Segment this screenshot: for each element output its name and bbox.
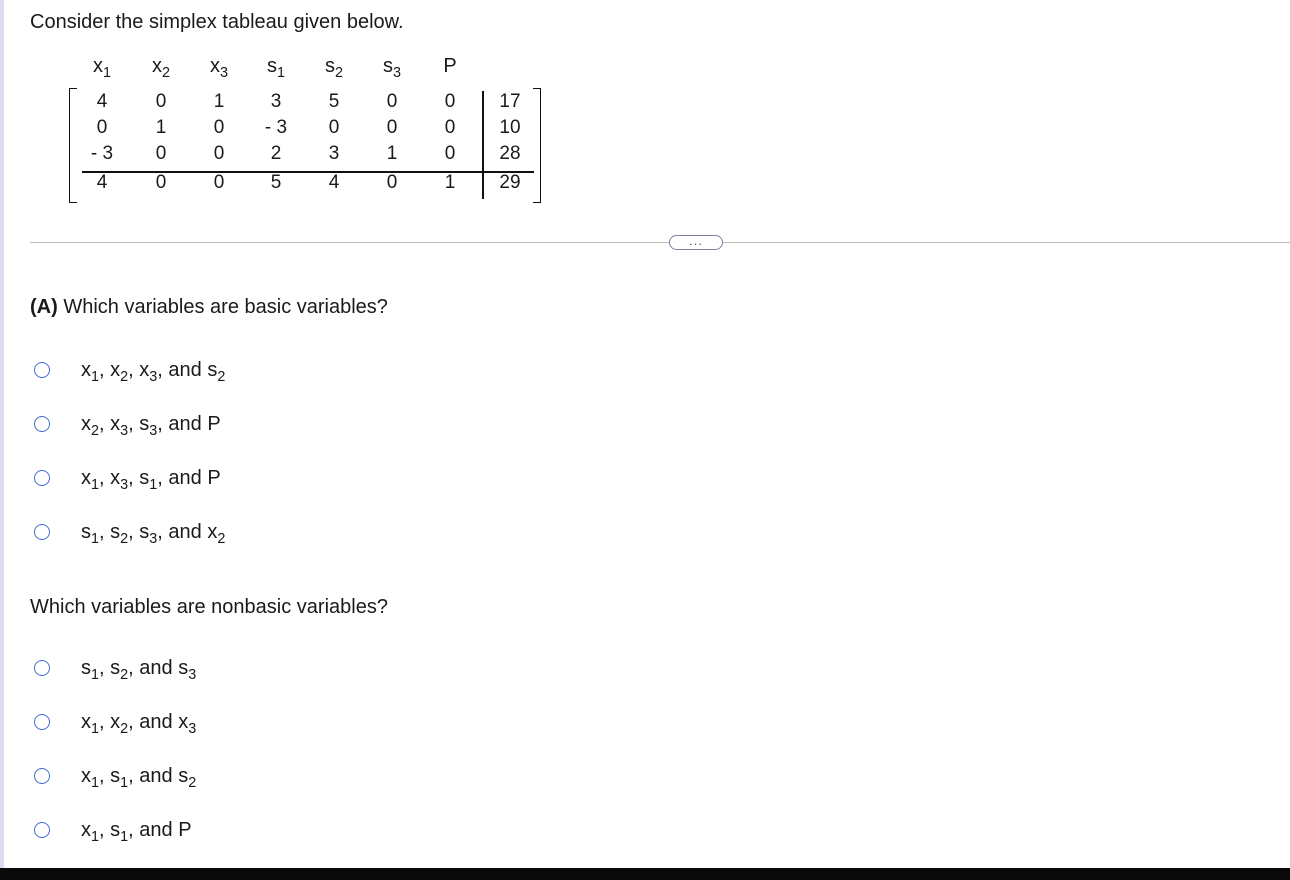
simplex-tableau	[62, 55, 552, 205]
variable-subscript: 2	[120, 530, 129, 547]
variable	[110, 358, 129, 385]
variable-subscript: 2	[120, 666, 129, 683]
tableau-cell: 0	[213, 117, 225, 138]
tableau-right-bracket	[533, 88, 541, 203]
variable	[207, 413, 220, 435]
variable-base: s	[110, 764, 121, 787]
tableau-vertical-divider	[482, 91, 484, 199]
radio-button[interactable]	[34, 714, 50, 730]
variable-subscript: 1	[91, 666, 100, 683]
option-label: $x_2$, $x_3$, $s_3$, and P	[81, 412, 221, 439]
tableau-cell: 0	[155, 91, 167, 112]
variable-subscript: 3	[188, 720, 197, 737]
tableau-header-s3	[372, 55, 412, 85]
header-subscript: 2	[334, 65, 343, 82]
variable	[81, 520, 100, 547]
header-subscript: 3	[392, 65, 401, 82]
option-label: $s_1$, $s_2$, and $s_3$	[81, 656, 197, 683]
variable-base: s	[110, 520, 121, 543]
variable	[139, 520, 158, 547]
radio-button[interactable]	[34, 416, 50, 432]
variable	[110, 466, 129, 493]
tableau-cell: 2	[270, 143, 282, 164]
part_a-option-4[interactable]	[34, 517, 225, 547]
variable-subscript: 2	[217, 530, 226, 547]
conjunction: and	[168, 466, 202, 489]
variable-base: x	[110, 358, 121, 381]
part_b-option-1[interactable]	[34, 653, 196, 683]
option-label: $x_1$, $s_1$, and P	[81, 818, 192, 845]
conjunction: and	[139, 710, 173, 733]
bottom-bar	[0, 868, 1290, 880]
conjunction: and	[168, 358, 202, 381]
part_a-option-2[interactable]	[34, 409, 221, 439]
tableau-cell: 0	[213, 143, 225, 164]
option-label: $x_1$, $x_2$, and $x_3$	[81, 710, 197, 737]
variable-base: s	[81, 656, 91, 679]
conjunction: and	[139, 656, 173, 679]
variable	[110, 764, 129, 791]
variable-base: s	[139, 466, 150, 489]
variable-subscript: 1	[91, 828, 100, 845]
variable-base: x	[81, 818, 91, 841]
variable-base: P	[207, 412, 221, 435]
tableau-cell: 0	[444, 143, 456, 164]
tableau-cell: 1	[386, 143, 398, 164]
variable-base: P	[207, 466, 221, 489]
tableau-cell: 4	[96, 91, 108, 112]
tableau-cell: 1	[213, 91, 225, 112]
variable	[178, 656, 197, 683]
tableau-cell: 0	[328, 117, 340, 138]
variable-base: x	[207, 520, 218, 543]
variable-subscript: 3	[149, 422, 158, 439]
variable	[178, 764, 197, 791]
part_b-option-3[interactable]	[34, 761, 196, 791]
tableau-cell: 0	[386, 117, 398, 138]
variable-base: s	[178, 764, 189, 787]
variable-base: x	[81, 764, 91, 787]
variable	[81, 818, 100, 845]
part_b-option-4[interactable]	[34, 815, 192, 845]
radio-button[interactable]	[34, 362, 50, 378]
conjunction: and	[139, 764, 173, 787]
tableau-cell: - 3	[264, 117, 288, 138]
variable-base: x	[81, 710, 91, 733]
tableau-cell: 0	[155, 143, 167, 164]
variable-base: x	[139, 358, 150, 381]
variable-subscript: 2	[120, 720, 129, 737]
variable-subscript: 3	[120, 422, 129, 439]
variable	[81, 466, 100, 493]
part_a-option-1[interactable]	[34, 355, 225, 385]
variable-base: s	[110, 656, 121, 679]
tableau-cell: 17	[499, 91, 521, 112]
tableau-cell: 0	[213, 172, 225, 193]
variable-subscript: 3	[149, 530, 158, 547]
variable-base: x	[81, 466, 91, 489]
variable-subscript: 2	[188, 774, 197, 791]
variable-base: x	[110, 466, 121, 489]
variable	[139, 466, 158, 493]
option-label: $x_1$, $s_1$, and $s_2$	[81, 764, 197, 791]
problem-intro: Consider the simplex tableau given below.	[30, 11, 404, 33]
variable-base: s	[81, 520, 91, 543]
tableau-cell: 28	[499, 143, 521, 164]
variable-subscript: 2	[91, 422, 100, 439]
tableau-cell: 3	[328, 143, 340, 164]
option-label: $x_1$, $x_2$, $x_3$, and $s_2$	[81, 358, 226, 385]
variable-subscript: 3	[149, 368, 158, 385]
question-a-text: Which variables are basic variables?	[57, 296, 388, 318]
tableau-cell: 0	[386, 172, 398, 193]
section-divider	[30, 242, 1290, 243]
left-edge-rule	[0, 0, 4, 868]
variable-base: s	[110, 818, 121, 841]
variable-base: x	[81, 358, 91, 381]
tableau-header-x1	[82, 55, 122, 85]
header-base: x	[209, 55, 220, 77]
question-b: Which variables are nonbasic variables?	[30, 596, 388, 618]
conjunction: and	[168, 520, 202, 543]
tableau-header-x2	[141, 55, 181, 85]
variable-subscript: 1	[120, 828, 129, 845]
variable-subscript: 2	[120, 368, 129, 385]
variable-base: x	[178, 710, 189, 733]
variable-base: P	[178, 818, 192, 841]
variable	[139, 358, 158, 385]
tableau-cell: 0	[444, 91, 456, 112]
variable	[81, 358, 100, 385]
tableau-cell: 0	[96, 117, 108, 138]
variable-subscript: 1	[120, 774, 129, 791]
tableau-cell: 0	[155, 172, 167, 193]
variable-subscript: 1	[91, 476, 100, 493]
variable	[207, 358, 226, 385]
tableau-cell: 0	[444, 117, 456, 138]
tableau-header-x3	[199, 55, 239, 85]
option-label: $x_1$, $x_3$, $s_1$, and P	[81, 466, 221, 493]
header-subscript: 1	[102, 65, 111, 82]
header-subscript: 2	[161, 65, 170, 82]
radio-button[interactable]	[34, 660, 50, 676]
variable-subscript: 3	[188, 666, 197, 683]
variable	[110, 412, 129, 439]
tableau-cell: 5	[328, 91, 340, 112]
question-a	[30, 296, 388, 319]
variable-base: s	[139, 520, 150, 543]
variable-base: s	[139, 412, 150, 435]
variable	[110, 818, 129, 845]
radio-button[interactable]	[34, 470, 50, 486]
tableau-cell: - 3	[90, 143, 114, 164]
tableau-cell: 4	[328, 172, 340, 193]
tableau-cell: 29	[499, 172, 521, 193]
header-subscript: 1	[276, 65, 285, 82]
variable	[81, 764, 100, 791]
part_a-option-3[interactable]	[34, 463, 221, 493]
tableau-cell: 10	[499, 117, 521, 138]
radio-button[interactable]	[34, 524, 50, 540]
tableau-cell: 0	[386, 91, 398, 112]
variable-base: s	[178, 656, 189, 679]
variable-subscript: 1	[91, 774, 100, 791]
conjunction: and	[168, 412, 202, 435]
variable	[139, 412, 158, 439]
header-base: x	[151, 55, 162, 77]
part_b-option-2[interactable]	[34, 707, 196, 737]
variable	[110, 710, 129, 737]
variable	[81, 710, 100, 737]
header-subscript: 3	[219, 65, 228, 82]
variable-base: s	[207, 358, 218, 381]
header-base: s	[266, 55, 277, 77]
variable	[81, 656, 100, 683]
tableau-left-bracket	[69, 88, 77, 203]
header-base: s	[324, 55, 335, 77]
header-base: s	[382, 55, 393, 77]
variable	[81, 412, 100, 439]
variable-base: x	[110, 710, 121, 733]
variable-subscript: 1	[91, 368, 100, 385]
conjunction: and	[139, 818, 173, 841]
radio-button[interactable]	[34, 768, 50, 784]
option-label: $s_1$, $s_2$, $s_3$, and $x_2$	[81, 520, 226, 547]
header-base: x	[92, 55, 103, 77]
variable	[178, 710, 197, 737]
tableau-cell: 1	[444, 172, 456, 193]
tableau-cell: 1	[155, 117, 167, 138]
variable	[110, 656, 129, 683]
header-base: P	[443, 55, 457, 77]
variable	[110, 520, 129, 547]
variable-subscript: 2	[217, 368, 226, 385]
variable-subscript: 1	[149, 476, 158, 493]
variable-base: x	[81, 412, 91, 435]
radio-button[interactable]	[34, 822, 50, 838]
tableau-header-p	[430, 55, 470, 85]
tableau-cell: 3	[270, 91, 282, 112]
tableau-header-s1	[256, 55, 296, 85]
variable-subscript: 3	[120, 476, 129, 493]
variable	[178, 819, 191, 841]
variable-base: x	[110, 412, 121, 435]
expand-more-button[interactable]: ...	[669, 235, 723, 250]
tableau-header-s2	[314, 55, 354, 85]
variable-subscript: 1	[91, 720, 100, 737]
variable	[207, 520, 226, 547]
tableau-cell: 5	[270, 172, 282, 193]
question-a-label: (A)	[30, 296, 58, 318]
tableau-cell: 4	[96, 172, 108, 193]
variable	[207, 467, 220, 489]
variable-subscript: 1	[91, 530, 100, 547]
